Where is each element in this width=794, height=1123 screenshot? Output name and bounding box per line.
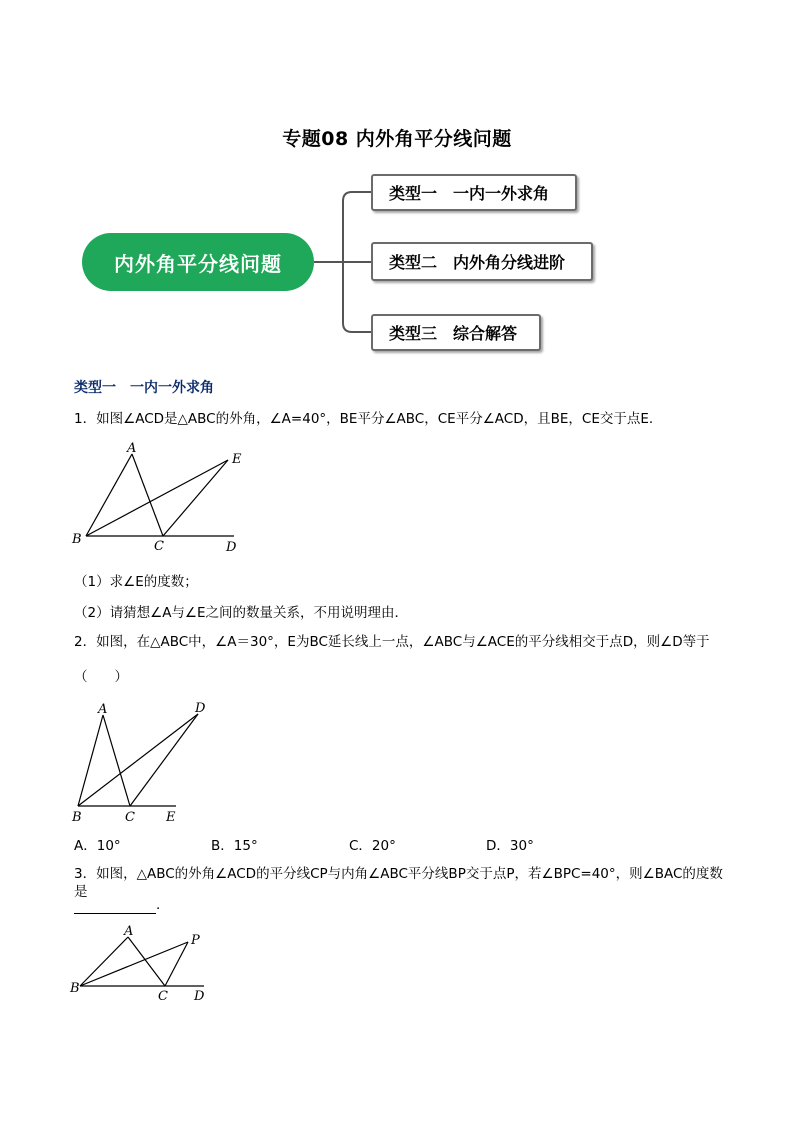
figure-q1 — [60, 438, 260, 558]
question-3-tail: . — [156, 897, 161, 913]
question-1-part-2: （2）请猜想∠A与∠E之间的数量关系，不用说明理由． — [74, 605, 409, 621]
choice-c[interactable]: C．20° — [349, 838, 396, 854]
q2-label-d: D — [195, 701, 206, 716]
answer-blank[interactable] — [74, 899, 156, 914]
mindmap-hub: 内外角平分线问题 — [82, 233, 314, 291]
q2-label-c: C — [125, 810, 135, 825]
question-3-answer-line — [74, 896, 160, 914]
question-1-part-1: （1）求∠E的度数； — [74, 574, 198, 590]
question-3-text: 3．如图，△ABC的外角∠ACD的平分线CP与内角∠ABC平分线BP交于点P，若∠BPC=40°，则∠BAC的度数是 — [74, 866, 723, 900]
choice-d[interactable]: D．30° — [486, 838, 534, 854]
page-title: 专题08 内外角平分线问题 — [282, 128, 512, 150]
q1-label-a: A — [127, 441, 137, 456]
q2-label-a: A — [98, 702, 108, 717]
q3-label-b: B — [70, 981, 80, 996]
q1-label-c: C — [154, 539, 164, 554]
figure-q2 — [60, 696, 230, 826]
question-2-text: 2．如图，在△ABC中，∠A＝30°，E为BC延长线上一点，∠ABC与∠ACE的平分线相交于点D，则∠D等于 — [74, 634, 710, 650]
mindmap-branch-3: 类型三 综合解答 — [371, 314, 541, 351]
q3-label-p: P — [191, 933, 200, 948]
q3-label-c: C — [158, 989, 168, 1004]
section-heading: 类型一 一内一外求角 — [74, 380, 214, 396]
figure-q3 — [60, 922, 230, 1007]
q1-label-d: D — [226, 540, 237, 555]
question-1-text: 1．如图∠ACD是△ABC的外角，∠A=40°，BE平分∠ABC，CE平分∠ACD，且BE，CE交于点E. — [74, 411, 654, 427]
q3-label-a: A — [124, 924, 134, 939]
q1-label-b: B — [72, 532, 82, 547]
choice-a[interactable]: A．10° — [74, 838, 121, 854]
q2-label-b: B — [72, 810, 82, 825]
q3-label-d: D — [194, 989, 205, 1004]
q1-label-e: E — [232, 452, 242, 467]
q2-label-e: E — [166, 810, 176, 825]
mindmap-branch-2: 类型二 内外角分线进阶 — [371, 242, 593, 281]
question-2-paren: （ ） — [74, 669, 128, 685]
choice-b[interactable]: B．15° — [211, 838, 258, 854]
mindmap-branch-1: 类型一 一内一外求角 — [371, 174, 577, 211]
